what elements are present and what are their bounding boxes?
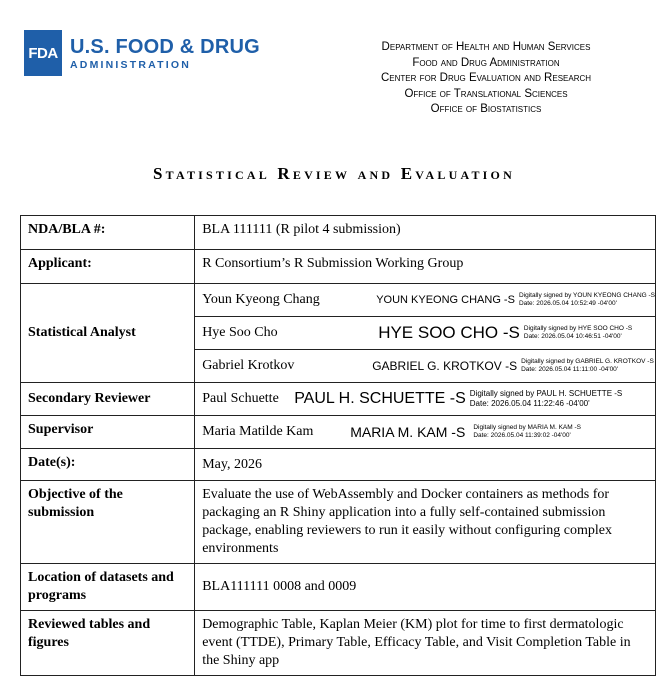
analyst-name: Youn Kyeong Chang [202, 292, 320, 307]
supervisor-label: Supervisor [21, 416, 195, 449]
dept-line: Office of Biostatistics [430, 103, 542, 115]
signed-date-text: Date: 2026.05.04 10:46:51 -04'00' [523, 333, 622, 340]
signed-by-text: Digitally signed by PAUL H. SCHUETTE -S [469, 389, 623, 398]
signed-by-text: Digitally signed by HYE SOO CHO -S [523, 325, 633, 332]
dept-line: Office of Translational Sciences [404, 87, 568, 100]
table-row [21, 250, 656, 284]
table-row [21, 611, 656, 676]
fda-logo-badge: FDA [24, 30, 62, 76]
signed-date-text: Date: 2026.05.04 10:52:49 -04'00' [518, 300, 617, 307]
fda-logo-wordmark [70, 36, 260, 71]
digital-signature [378, 323, 632, 343]
secondary-reviewer-name: Paul Schuette [202, 391, 279, 406]
dates-value: May, 2026 [195, 449, 656, 481]
table-row [21, 449, 656, 481]
table-row [21, 416, 656, 449]
department-heading [336, 40, 636, 118]
dept-line: Center for Drug Evaluation and Research [380, 72, 592, 84]
signed-by-text: Digitally signed by MARIA M. KAM -S [473, 424, 581, 431]
dept-line: Food and Drug Administration [412, 56, 560, 69]
secondary-reviewer-cell [195, 383, 656, 416]
location-label: Location of datasets and programs [21, 564, 195, 611]
signed-date-text: Date: 2026.05.04 11:39:02 -04'00' [473, 432, 571, 439]
signed-date-text: Date: 2026.05.04 11:22:46 -04'00' [469, 399, 590, 408]
dates-label: Date(s): [21, 449, 195, 481]
table-row [21, 383, 656, 416]
reviewed-label: Reviewed tables and figures [21, 611, 195, 676]
signature-details [521, 358, 654, 374]
signature-name: GABRIEL G. KROTKOV -S [372, 359, 518, 373]
applicant-value: R Consortium’s R Submission Working Group [195, 250, 656, 284]
signature-details [524, 325, 632, 341]
supervisor-name: Maria Matilde Kam [202, 424, 314, 439]
signature-name: HYE SOO CHO -S [378, 323, 520, 342]
logo-sub-text: ADMINISTRATION [70, 58, 192, 71]
analyst-name: Hye Soo Cho [202, 325, 278, 340]
signature-details [473, 424, 581, 440]
dept-line: Department of Health and Human Services [381, 41, 591, 53]
digital-signature [376, 292, 655, 308]
review-table [20, 215, 656, 676]
analyst-signature-row [195, 284, 655, 317]
signature-name: PAUL H. SCHUETTE -S [294, 390, 466, 407]
signature-details [470, 389, 623, 409]
signed-by-text: Digitally signed by YOUN KYEONG CHANG -S [518, 292, 655, 299]
digital-signature [372, 358, 654, 374]
analyst-cell [195, 284, 656, 383]
table-row [21, 481, 656, 564]
nda-label: NDA/BLA #: [21, 216, 195, 250]
analyst-signature-row [195, 350, 655, 382]
nda-value: BLA 111111 (R pilot 4 submission) [195, 216, 656, 250]
reviewed-value: Demographic Table, Kaplan Meier (KM) plot for time to first dermatologic event (TTDE), Primary Table, Efficacy Table, and Visit Completion Table in the Shiny app [195, 611, 656, 676]
objective-value: Evaluate the use of WebAssembly and Docker containers as methods for packaging an R Shiny application into a fully self-contained submission package, enabling reviewers to run it easily without configuring complex environments [195, 481, 656, 564]
applicant-label: Applicant: [21, 250, 195, 284]
analyst-label: Statistical Analyst [21, 284, 195, 383]
document-title: Statistical Review and Evaluation [153, 164, 515, 183]
signed-by-text: Digitally signed by GABRIEL G. KROTKOV -S [521, 358, 654, 365]
location-value: BLA111111 0008 and 0009 [195, 564, 656, 611]
fda-logo [24, 30, 260, 76]
secondary-signature-row [195, 383, 655, 415]
logo-main-text: U.S. FOOD & DRUG [70, 35, 260, 58]
digital-signature [350, 424, 581, 440]
secondary-reviewer-label: Secondary Reviewer [21, 383, 195, 416]
table-row [21, 564, 656, 611]
objective-label: Objective of the submission [21, 481, 195, 564]
supervisor-cell [195, 416, 656, 449]
signature-name: MARIA M. KAM -S [350, 424, 466, 440]
table-row [21, 216, 656, 250]
analyst-signature-row [195, 317, 655, 350]
signed-date-text: Date: 2026.05.04 11:11:00 -04'00' [521, 366, 619, 373]
analyst-name: Gabriel Krotkov [202, 358, 295, 373]
digital-signature [294, 389, 622, 409]
signature-details [519, 292, 655, 308]
table-row [21, 284, 656, 383]
signature-name: YOUN KYEONG CHANG -S [376, 294, 515, 306]
supervisor-signature-row [195, 416, 655, 448]
